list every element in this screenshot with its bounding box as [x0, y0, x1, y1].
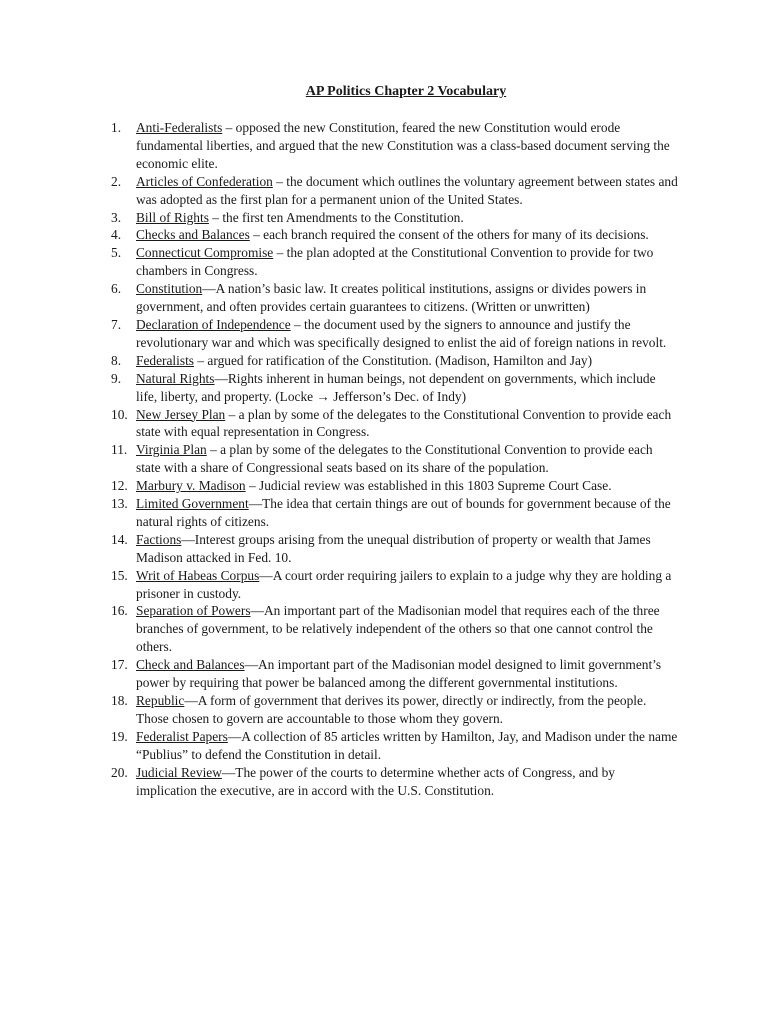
vocab-definition: —An important part of the Madisonian model designed to limit government’s power by requiring that power be balanced among the different governmental institutions. — [136, 657, 662, 691]
list-item — [100, 119, 678, 173]
vocab-term: Anti-Federalists — [136, 120, 223, 135]
item-number: 9. — [111, 370, 122, 386]
item-number: 14. — [111, 531, 128, 547]
item-number: 12. — [111, 478, 128, 494]
vocab-definition: – a plan by some of the delegates to the Constitutional Convention to provide each state with equal representation in Congress. — [136, 406, 672, 440]
list-item — [100, 692, 678, 728]
vocab-definition: —A collection of 85 articles written by Hamilton, Jay, and Madison under the name “Publius” to defend the Constitution in detail. — [136, 728, 678, 762]
vocab-definition: —Rights inherent in human beings, not dependent on governments, which include life, liberty, and property. (Locke → Jefferson’s Dec. of Indy) — [136, 370, 656, 404]
item-number: 17. — [111, 657, 128, 673]
list-item — [100, 209, 678, 227]
list-item — [100, 226, 678, 244]
vocab-term: Connecticut Compromise — [136, 245, 274, 261]
vocab-definition: —A nation’s basic law. It creates political institutions, assigns or divides powers in government, and often provides certain guarantees to citizens. (Written or unwritten) — [136, 281, 647, 315]
list-item — [100, 406, 678, 442]
vocab-definition: – opposed the new Constitution, feared the new Constitution would erode fundamental liberties, and argued that the new Constitution was a class-based document serving the economic elite. — [136, 120, 670, 171]
list-item — [100, 764, 678, 800]
item-number: 13. — [111, 496, 128, 512]
item-number: 2. — [111, 173, 122, 189]
page-title: AP Politics Chapter 2 Vocabulary — [305, 84, 507, 99]
vocab-definition: —The idea that certain things are out of bounds for government because of the natural rights of citizens. — [136, 496, 671, 529]
vocab-term: Constitution — [136, 281, 203, 297]
vocab-definition: – each branch required the consent of the others for many of its decisions. — [249, 227, 649, 243]
vocab-term: Articles of Confederation — [136, 173, 273, 189]
list-item — [100, 244, 678, 280]
item-number: 4. — [111, 227, 122, 243]
vocab-definition: – the first ten Amendments to the Constitution. — [208, 209, 464, 225]
vocab-term: Separation of Powers — [136, 603, 251, 619]
list-item — [100, 280, 678, 316]
list-item — [100, 567, 678, 603]
item-number: 15. — [111, 567, 128, 583]
vocab-definition: —A court order requiring jailers to explain to a judge why they are holding a prisoner in custody. — [136, 567, 672, 601]
item-number: 20. — [111, 764, 128, 780]
vocab-definition: —The power of the courts to determine whether acts of Congress, and by implication the executive, are in accord with the U.S. Constitution. — [136, 764, 615, 798]
vocab-definition: – the plan adopted at the Constitutional Convention to provide for two chambers in Congress. — [136, 245, 654, 279]
vocab-term: Marbury v. Madison — [136, 478, 246, 494]
list-item — [100, 531, 678, 567]
vocab-term: Judicial Review — [136, 764, 222, 780]
list-item — [100, 352, 678, 370]
vocab-definition: – argued for ratification of the Constitution. (Madison, Hamilton and Jay) — [194, 352, 593, 368]
vocabulary-list — [100, 119, 678, 799]
list-item — [100, 656, 678, 692]
item-number: 19. — [111, 728, 128, 744]
vocab-definition: —A form of government that derives its power, directly or indirectly, from the people. Those chosen to govern are accountable to those whom they govern. — [136, 693, 647, 726]
vocab-term: New Jersey Plan — [136, 406, 226, 422]
vocab-definition: – the document used by the signers to announce and justify the revolutionary war and which was specifically designed to enlist the aid of foreign nations in revolt. — [136, 316, 667, 350]
vocab-term: Limited Government — [136, 496, 249, 512]
list-item — [100, 495, 678, 531]
list-item — [100, 316, 678, 352]
list-item — [100, 173, 678, 209]
vocab-definition: – Judicial review was established in this 1803 Supreme Court Case. — [245, 478, 612, 494]
vocab-term: Declaration of Independence — [136, 316, 291, 332]
vocab-term: Factions — [136, 531, 182, 547]
vocab-term: Bill of Rights — [136, 209, 209, 225]
list-item — [100, 602, 678, 656]
list-item — [100, 477, 678, 495]
vocab-definition: – the document which outlines the voluntary agreement between states and was adopted as the first plan for a permanent union of the United States. — [136, 173, 678, 207]
vocab-term: Republic — [136, 693, 185, 708]
vocab-term: Checks and Balances — [136, 227, 250, 243]
item-number: 8. — [111, 352, 122, 368]
item-number: 6. — [111, 281, 122, 297]
item-number: 5. — [111, 245, 122, 261]
vocab-term: Check and Balances — [136, 657, 245, 673]
vocab-term: Natural Rights — [136, 370, 215, 386]
vocab-term: Federalists — [136, 352, 195, 368]
vocab-term: Federalist Papers — [136, 728, 228, 744]
item-number: 18. — [111, 693, 128, 708]
list-item — [100, 728, 678, 764]
item-number: 11. — [111, 442, 128, 458]
item-number: 1. — [111, 120, 122, 135]
list-item — [100, 441, 678, 477]
item-number: 7. — [111, 316, 122, 332]
item-number: 16. — [111, 603, 128, 619]
vocab-definition: – a plan by some of the delegates to the Constitutional Convention to provide each state with a share of Congressional seats based on its share of the population. — [136, 442, 653, 476]
vocab-term: Writ of Habeas Corpus — [136, 567, 260, 583]
vocab-definition: —Interest groups arising from the unequal distribution of property or wealth that James Madison attacked in Fed. 10. — [136, 531, 651, 565]
vocab-term: Virginia Plan — [136, 442, 207, 458]
vocab-definition: —An important part of the Madisonian model that requires each of the three branches of government, to be relatively independent of the others so that one cannot control the others. — [136, 603, 660, 655]
list-item — [100, 370, 678, 406]
item-number: 3. — [111, 209, 122, 225]
item-number: 10. — [111, 406, 128, 422]
